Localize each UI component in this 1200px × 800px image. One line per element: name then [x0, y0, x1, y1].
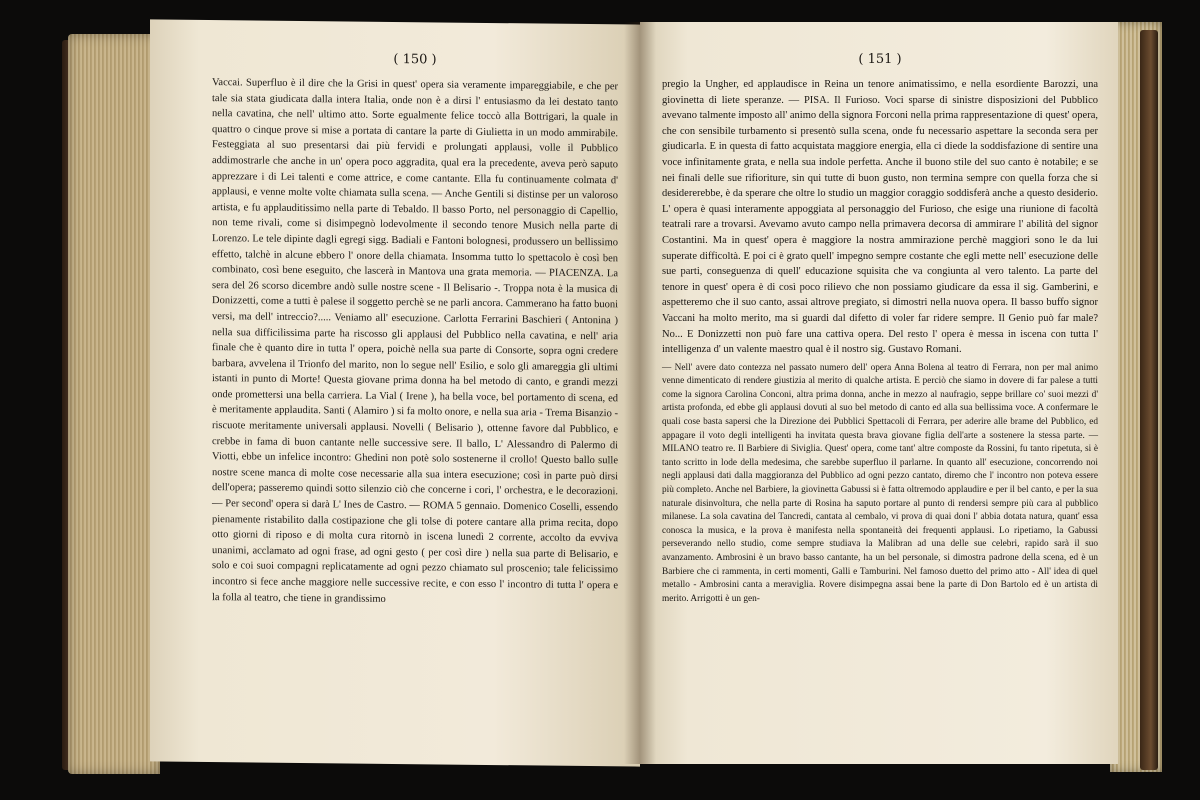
page-number-left: ( 150 ) [393, 51, 437, 68]
right-page-note-text: — Nell' avere dato contezza nel passato numero dell' opera Anna Bolena al teatro di Ferrara, non per mal animo venne dimenticato di rendere giustizia al merito di qualche artista. E perciò che siamo in dovere di far palese a tutti come la signora Carolina Conconi, altra prima donna, anche in mezzo al naufragio, seppe brillare co' suoi mezzi d' artista profonda, ed ebbe gli applausi dovuti al suo bel metodo di canto ed alla sua bellissima voce. A confermare le quali cose basta sapersi che la Direzione dei Pubblici Spettacoli di Ferrara, per aderire alle brame del Pubblico, ed appagare il voto degli intelligenti ha invitata questa brava giovane figlia dell'arte a sostenere la stessa parte. — MILANO teatro re. Il Barbiere di Siviglia. Quest' opera, come tant' altre composte da Rossini, fu tanto ripetuta, si è tanto scritto in lode della medesima, che sarebbe superfluo il parlarne. In quanto all' esecuzione, concorrendo noi negli applausi dati dalla maggioranza del Pubblico ad ogni pezzo cantato, diremo che l' incontro non poteva essere più completo. Anche nel Barbiere, la giovinetta Gabussi si è fatta oltremodo applaudire e per il bel canto, e per la sua naturale disinvoltura, che nella parte di Rosina ha saputo portare al punto di rendersi sempre più cara al pubblico milanese. La sola cavatina del Tancredi, cantata al cembalo, vi prova di quai doni l' abbia dotata natura, quant' essa conosca la musica, e la prova è manifesta nella spontaneità dei frequenti applausi. Lo ripetiamo, la Gabussi perseverando nello studio, come sempre studiava la Malibran ad una delle sue celebri, rapido sarà il suo avanzamento. Ambrosini è un bravo basso cantante, ha un bel personale, si dimostra padrone della scena, ed è un Barbiere che ci rammenta, in certi momenti, Galli e Tamburini. Nel famoso duetto del primo atto - All' idea di quel metallo - Ambrosini canta a meraviglia. Rovere disimpegna assai bene la parte di Don Bartolo ed è un artista di merito. Arrigotti è un gen- [662, 362, 1098, 604]
book-cover-right [1140, 30, 1158, 770]
left-page [150, 19, 640, 766]
left-page-text: Vaccai. Superfluo è il dire che la Grisi in quest' opera sia veramente impareggiabile, e che per tale sia stata giudicata dalla intera Italia, onde non è a dirsi l' entusiasmo da lei destato tanto nella cavatina, che nell' ultimo atto. Sorte egualmente felice toccò alla Bottrigari, la quale in quattro o cinque prove si mise a portata di cantare la parte di Giulietta in un modo ammirabile. Festeggiata al suo presentarsi dai più fervidi e prolungati applausi, volle il Pubblico addimostrarle che anche in un' opera poco aggradita, qual era la precedente, aveva però saputo apprezzare i di Lei talenti e come attrice, e come cantante. Ella fu continuamente colmata d' applausi, e venne molte volte chiamata sulla scena. — Anche Gentili si distinse per un valoroso artista, e fu applauditissimo nella parte di Tebaldo. Il basso Porto, nel personaggio di Capellio, non teme rivali, come si disimpegnò lodevolmente il secondo tenore Musich nella parte di Lorenzo. Le tele dipinte dagli egregi sigg. Badiali e Fantoni bolognesi, produssero un bellissimo effetto, talchè in alcune ebbero l' onore della chiamata. Insomma tutto lo spettacolo è così ben combinato, così bene eseguito, che lascerà in Mantova una grata memoria. — PIACENZA. La sera del 26 scorso dicembre andò sulle nostre scene - Il Belisario -. Troppa nota è la musica di Donizzetti, come a tutti è palese il soggetto perchè se ne parli ancora. Cammerano ha fatto buoni versi, ma dell' intreccio?..... Veniamo all' esecuzione. Carlotta Ferrarini Baschieri ( Antonina ) nella sua difficilissima parte ha riscosso gli applausi del Pubblico nella cavatina, e nell' aria finale che è quanto dire in tutta l' opera, poichè nella sua parte di Consorte, sopra ogni credere barbara, avvelena il Trionfo del marito, non lo segue nell' Esilio, e solo gli amareggia gli ultimi istanti in punto di Morte! Questa giovane prima donna ha bel metodo di canto, e grandi mezzi onde promettersi una bella carriera. La Vial ( Irene ), ha bella voce, bel portamento di scena, ed è meritamente applaudita. Santi ( Alamiro ) si fa molto onore, e nella sua aria - Trema Bisanzio - riscuote meritamente universali applausi. Novelli ( Belisario ), ottenne favore dal Pubblico, e crebbe in fama di buon cantante nelle successive sere. Il ballo, L' Alessandro di Palermo di Viotti, ebbe un infelice incontro: Ghedini non potè solo sostenerne il crollo! Questo ballo sulle nostre scene manca di molte cose necessarie alla sua intera esecuzione; così in parte può dirsi dell'opera; passeremo quindi sotto silenzio ciò che concerne i cori, l' orchestra, e le decorazioni. — Per second' opera si darà L' Ines de Castro. — ROMA 5 gennaio. Domenico Coselli, essendo pienamente ristabilito dalla costipazione che gli tolse di potere cantare alla prima recita, dopo otto giorni di riposo e di molta cura ritornò in iscena lunedì 2 corrente, accolto da evviva unanimi, acclamato ad ogni frase, ad ogni gesto ( per così dire ) nella sua parte di Belisario, e solo e coi suoi compagni replicatamente ad ogni pezzo chiamato sul proscenio; tale felicissimo incontro si fece anche maggiore nelle successive recite, e con esso l' incontro di tutta l' opera e la folla al teatro, che tiene in grandissimo [212, 77, 618, 605]
right-page [640, 22, 1118, 764]
page-edges-left [68, 34, 160, 774]
right-page-main-text: pregio la Ungher, ed applaudisce in Reina un tenore animatissimo, e nella esordiente Barozzi, una giovinetta di liete speranze. — PISA. Il Furioso. Voci sparse di sinistre disposizioni del Pubblico avevano talmente imposto all' animo della signora Forconi nella prima rappresentazione di quest' opera, che con sensibile turbamento si presentò sulla scena, onde fu necessario aspettare la seconda sera per giudicarla. E in questa di fatto acquistata maggiore energia, ella ci diede la soddisfazione di sentire una voce infinitamente grata, e nella sua indole perfetta. Anche il buono stile del suo canto è notabile; e se nei finali delle sue rifioriture, sin qui tutte di buon gusto, non termina sempre con quella forza che si desidererebbe, è da sperare che oltre lo studio un maggior coraggio soddisferà anche a questo desiderio. L' opera è quasi interamente appoggiata al personaggio del Furioso, che esige una riunione di facoltà teatrali rare a trovarsi. Avevamo avuto campo nella primavera decorsa di ammirare l' abilità del signor Costantini. Ma in quest' opera è maggiore la nostra ammirazione perchè maggiori sono le da lui superate difficoltà. E poi ci è grato quell' impegno sempre costante che egli mette nell' esecuzione delle sue parti, conseguenza di quell' educazione squisita che va congiunta al vero talento. La parte del tenore in quest' opera è di così poco rilievo che non possiamo giudicare da essa il sig. Gamberini, e aspetteremo che il suo canto, assai altrove pregiato, si dimostri nella nuova opera. Il basso buffo signor Vaccani ha molto merito, ma si guardi dal difetto di voler far ridere sempre. Il Genio può far male? No... E Donizzetti non può fare una cattiva opera. Del resto l' opera è messa in iscena con tutta l' intelligenza d' un valente maestro qual è il nostro sig. Gustavo Romani. [662, 79, 1098, 356]
book-gutter [624, 22, 656, 764]
page-number-right: ( 151 ) [858, 52, 902, 67]
